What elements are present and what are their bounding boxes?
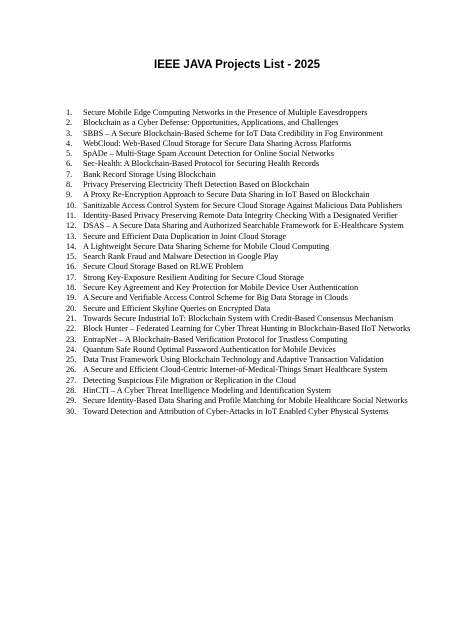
list-item-text: Strong Key-Exposure Resilient Auditing for Secure Cloud Storage bbox=[83, 272, 304, 282]
list-item-text: Secure and Efficient Data Duplication in Joint Cloud Storage bbox=[83, 231, 287, 241]
list-item-number: 21. bbox=[66, 313, 77, 323]
list-item-number: 27. bbox=[66, 375, 77, 385]
list-item-number: 25. bbox=[66, 355, 77, 365]
list-item-number: 16. bbox=[66, 262, 77, 272]
list-item-number: 4. bbox=[66, 138, 73, 148]
list-item bbox=[66, 252, 411, 262]
list-item-text: Sanitizable Access Control System for Secure Cloud Storage Against Malicious Data Publishers bbox=[83, 200, 403, 210]
list-item bbox=[66, 211, 411, 221]
list-item bbox=[66, 201, 411, 211]
list-item-text: A Secure and Verifiable Access Control Scheme for Big Data Storage in Clouds bbox=[83, 293, 348, 303]
page-title: IEEE JAVA Projects List - 2025 bbox=[154, 59, 320, 71]
list-item-text: EntrapNet – A Blockchain-Based Verification Protocol for Trustless Computing bbox=[83, 334, 348, 344]
list-item-text: Detecting Suspicious File Migration or Replication in the Cloud bbox=[83, 375, 296, 385]
list-item-number: 26. bbox=[66, 365, 77, 375]
list-item-number: 22. bbox=[66, 324, 77, 334]
list-item-number: 9. bbox=[66, 190, 73, 200]
list-item bbox=[66, 345, 411, 355]
list-item bbox=[66, 324, 411, 334]
list-item-number: 15. bbox=[66, 252, 77, 262]
list-item bbox=[66, 365, 411, 375]
list-item bbox=[66, 355, 411, 365]
list-item-text: Blockchain as a Cyber Defense: Opportunities, Applications, and Challenges bbox=[83, 118, 339, 128]
project-list bbox=[66, 108, 411, 417]
list-item-number: 1. bbox=[66, 108, 73, 117]
list-item-text: Privacy Preserving Electricity Theft Detection Based on Blockchain bbox=[83, 180, 310, 190]
list-item bbox=[66, 232, 411, 242]
list-item bbox=[66, 407, 411, 417]
list-item bbox=[66, 293, 411, 303]
list-item bbox=[66, 190, 411, 200]
list-item-text: Identity-Based Privacy Preserving Remote Data Integrity Checking With a Designated Verifier bbox=[83, 210, 398, 220]
list-item-number: 24. bbox=[66, 344, 77, 354]
list-item bbox=[66, 180, 411, 190]
list-item-text: Quantum Safe Round Optimal Password Authentication for Mobile Devices bbox=[83, 344, 336, 354]
list-item bbox=[66, 221, 411, 231]
list-item bbox=[66, 118, 411, 128]
list-item-number: 11. bbox=[66, 210, 77, 220]
list-item-text: Towards Secure Industrial IoT: Blockchain System with Credit-Based Consensus Mechanism bbox=[83, 313, 394, 323]
list-item-text: Bank Record Storage Using Blockchain bbox=[83, 169, 216, 179]
list-item-text: Sec-Health: A Blockchain-Based Protocol for Securing Health Records bbox=[83, 159, 320, 169]
list-item bbox=[66, 139, 411, 149]
list-item-number: 18. bbox=[66, 283, 77, 293]
list-item bbox=[66, 386, 411, 396]
list-item-text: A Secure and Efficient Cloud-Centric Internet-of-Medical-Things Smart Healthcare System bbox=[83, 365, 388, 375]
list-item-text: Search Rank Fraud and Malware Detection in Google Play bbox=[83, 252, 279, 262]
list-item bbox=[66, 314, 411, 324]
list-item-text: Secure Identity-Based Data Sharing and Profile Matching for Mobile Healthcare Social Networks bbox=[83, 396, 408, 406]
list-item bbox=[66, 376, 411, 386]
list-item bbox=[66, 149, 411, 159]
list-item bbox=[66, 159, 411, 169]
list-item bbox=[66, 262, 411, 272]
list-item-number: 10. bbox=[66, 200, 77, 210]
list-item bbox=[66, 242, 411, 252]
list-item bbox=[66, 170, 411, 180]
list-item bbox=[66, 129, 411, 139]
list-item-number: 28. bbox=[66, 386, 77, 396]
list-item-text: Toward Detection and Attribution of Cyber-Attacks in IoT Enabled Cyber Physical Systems bbox=[83, 406, 389, 416]
list-item-text: Secure Key Agreement and Key Protection for Mobile Device User Authentication bbox=[83, 283, 359, 293]
list-item-text: WebCloud: Web-Based Cloud Storage for Secure Data Sharing Across Platforms bbox=[83, 138, 352, 148]
list-item-number: 12. bbox=[66, 221, 77, 231]
list-item-text: Data Trust Framework Using Blockchain Technology and Adaptive Transaction Validation bbox=[83, 355, 384, 365]
list-item-text: DSAS – A Secure Data Sharing and Authorized Searchable Framework for E-Healthcare System bbox=[83, 221, 404, 231]
list-item bbox=[66, 304, 411, 314]
list-item-number: 13. bbox=[66, 231, 77, 241]
list-item-number: 5. bbox=[66, 149, 73, 159]
list-item-number: 23. bbox=[66, 334, 77, 344]
list-item-number: 29. bbox=[66, 396, 77, 406]
list-item-number: 17. bbox=[66, 272, 77, 282]
list-item-number: 30. bbox=[66, 406, 77, 416]
list-item-number: 20. bbox=[66, 303, 77, 313]
list-item bbox=[66, 273, 411, 283]
list-item-text: Secure Mobile Edge Computing Networks in the Presence of Multiple Eavesdroppers bbox=[83, 108, 368, 117]
list-item-text: HinCTI – A Cyber Threat Intelligence Modeling and Identification System bbox=[83, 386, 332, 396]
list-item bbox=[66, 108, 411, 118]
list-item bbox=[66, 396, 411, 406]
list-item-number: 8. bbox=[66, 180, 73, 190]
list-item-number: 14. bbox=[66, 241, 77, 251]
list-item-text: Block Hunter – Federated Learning for Cyber Threat Hunting in Blockchain-Based IIoT Networks bbox=[83, 324, 411, 334]
list-item-text: A Proxy Re-Encryption Approach to Secure Data Sharing in IoT Based on Blockchain bbox=[83, 190, 370, 200]
list-item-number: 6. bbox=[66, 159, 73, 169]
list-item-text: SBBS – A Secure Blockchain-Based Scheme for IoT Data Credibility in Fog Environment bbox=[83, 128, 383, 138]
list-item-number: 2. bbox=[66, 118, 73, 128]
list-item-text: SpADe – Multi-Stage Spam Account Detection for Online Social Networks bbox=[83, 149, 334, 159]
list-item-text: Secure Cloud Storage Based on RLWE Problem bbox=[83, 262, 244, 272]
list-item-number: 19. bbox=[66, 293, 77, 303]
list-item bbox=[66, 283, 411, 293]
list-item-number: 7. bbox=[66, 169, 73, 179]
list-item-number: 3. bbox=[66, 128, 73, 138]
list-item-text: A Lightweight Secure Data Sharing Scheme for Mobile Cloud Computing bbox=[83, 241, 330, 251]
list-item-text: Secure and Efficient Skyline Queries on Encrypted Data bbox=[83, 303, 271, 313]
list-item bbox=[66, 335, 411, 345]
